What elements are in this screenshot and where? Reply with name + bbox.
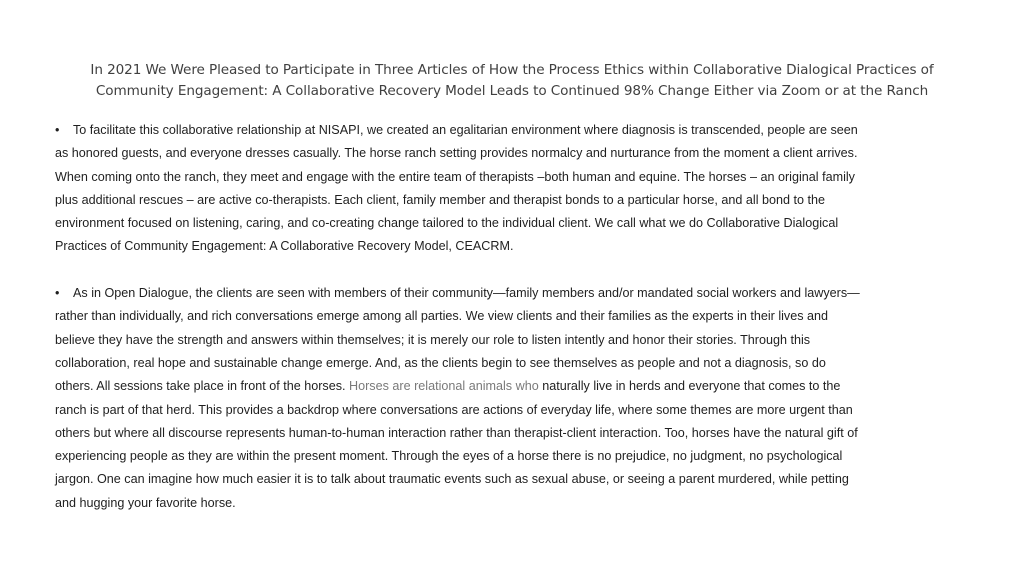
- paragraph-2-line-5: [55, 375, 955, 398]
- paragraph-gap: [55, 259, 955, 282]
- paragraph-1-line-1: [55, 119, 955, 142]
- paragraph-2-line-5-after: naturally live in herds and everyone that comes to the: [538, 379, 841, 394]
- paragraph-1-text-1: To facilitate this collaborative relationship at NISAPI, we created an egalitarian environment where diagnosis is transcended, people are seen: [73, 123, 858, 137]
- bullet-icon: •: [55, 286, 60, 301]
- paragraph-2-line-8: experiencing people as they are within the present moment. Through the eyes of a horse there is no prejudice, no judgment, no psychological: [55, 449, 843, 464]
- paragraph-2-text-1: As in Open Dialogue, the clients are seen with members of their community—family members and/or mandated social workers and lawyers—: [73, 286, 860, 301]
- bullet-paragraph-1: [55, 119, 955, 259]
- title-line-2: Community Engagement: A Collaborative Recovery Model Leads to Continued 98% Change Either via Zoom or at the Ranch: [95, 83, 929, 99]
- paragraph-1-line-2: as honored guests, and everyone dresses casually. The horse ranch setting provides normalcy and nurturance from the moment a client arrives.: [55, 146, 858, 161]
- paragraph-2-line-9: jargon. One can imagine how much easier it is to talk about traumatic events such as sexual abuse, or seeing a parent murdered, while petting: [55, 472, 849, 487]
- paragraph-1-line-6: Practices of Community Engagement: A Collaborative Recovery Model, CEACRM.: [55, 239, 514, 254]
- paragraph-2-line-10: and hugging your favorite horse.: [55, 495, 236, 510]
- slide-body: [55, 119, 955, 515]
- paragraph-2-line-4: collaboration, real hope and sustainable change emerge. And, as the clients begin to see themselves as people and not a diagnosis, so do: [55, 355, 826, 370]
- paragraph-2-line-6: ranch is part of that herd. This provides a backdrop where conversations are actions of everyday life, where some themes are more urgent than: [55, 402, 853, 417]
- paragraph-2-line-5-before: others. All sessions take place in front of the horses.: [55, 379, 350, 394]
- bullet-icon: •: [55, 123, 60, 137]
- paragraph-2-line-7: others but where all discourse represents human-to-human interaction rather than therapist-client interaction. Too, horses have the natural gift of: [55, 425, 858, 440]
- paragraph-1-line-3: When coming onto the ranch, they meet and engage with the entire team of therapists –both human and equine. The horses – an original family: [55, 169, 855, 184]
- paragraph-1-line-4: plus additional rescues – are active co-therapists. Each client, family member and therapist bonds to a particular horse, and all bond to the: [55, 192, 826, 207]
- paragraph-2-line-1: [55, 282, 955, 305]
- paragraph-2-line-3: believe they have the strength and answers within themselves; it is merely our role to listen intently and honor their stories. Through this: [55, 332, 811, 347]
- slide-title: [60, 60, 964, 102]
- paragraph-1-line-5: environment focused on listening, caring, and co-creating change tailored to the individual client. We call what we do Collaborative Dialogical: [55, 216, 839, 231]
- paragraph-2-line-2: rather than individually, and rich conversations emerge among all parties. We view clients and their families as the experts in their lives and: [55, 309, 829, 324]
- title-line-1: In 2021 We Were Pleased to Participate in Three Articles of How the Process Ethics within Collaborative Dialogical Practices of: [90, 62, 934, 78]
- highlighted-phrase: Horses are relational animals who: [349, 379, 539, 394]
- bullet-paragraph-2: [55, 282, 955, 515]
